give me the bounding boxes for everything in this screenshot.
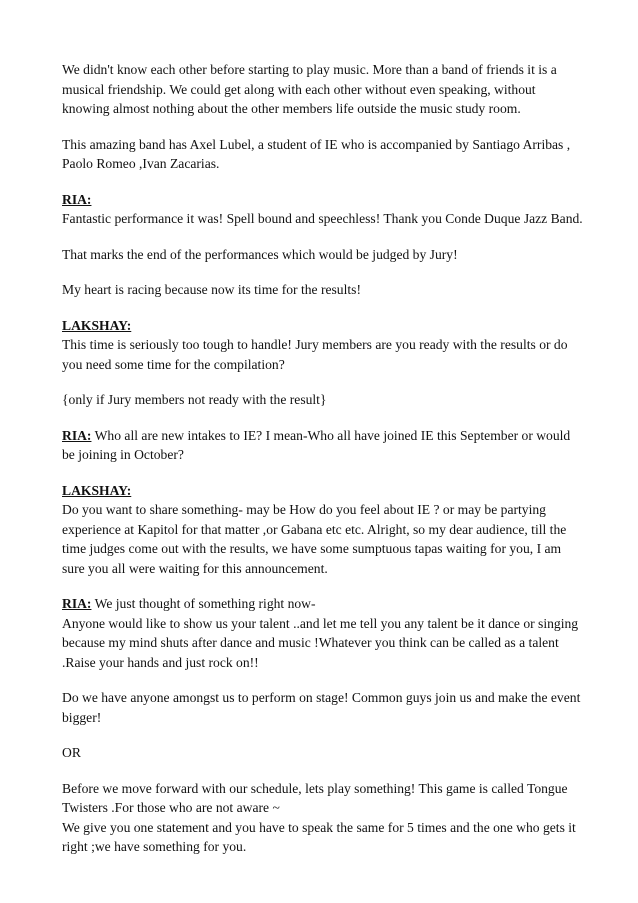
- text-line: My heart is racing because now its time for the results!: [62, 282, 361, 297]
- text-line: because my mind shuts after dance and music !Whatever you think can be called as a talent: [62, 635, 559, 650]
- text-line: Do we have anyone amongst us to perform on stage! Common guys join us and make the event: [62, 690, 581, 705]
- paragraph: [62, 135, 634, 174]
- speaker-label: RIA:: [62, 191, 92, 207]
- text-line: sure you all were waiting for this announcement.: [62, 560, 328, 576]
- inline-speaker-label: RIA:: [62, 427, 92, 443]
- text-line: That marks the end of the performances which would be judged by Jury!: [62, 246, 458, 262]
- speaker-label: LAKSHAY:: [62, 317, 132, 333]
- text-line: knowing almost nothing about the other members life outside the music study room.: [62, 101, 521, 116]
- text-line: Twisters .For those who are not aware ~: [62, 800, 280, 815]
- paragraph: [62, 316, 634, 375]
- paragraph: [62, 743, 634, 763]
- text-line: OR: [62, 745, 81, 760]
- text-line: Fantastic performance it was! Spell bound and speechless! Thank you Conde Duque Jazz Band.: [62, 211, 583, 226]
- paragraph: [62, 594, 634, 672]
- text-line: [62, 426, 634, 446]
- speaker-label: LAKSHAY:: [62, 482, 132, 498]
- text-line: Paolo Romeo ,Ivan Zacarias.: [62, 156, 220, 171]
- text-line: .Raise your hands and just rock on!!: [62, 654, 259, 670]
- text-line: musical friendship. We could get along with each other without even speaking, without: [62, 81, 536, 97]
- paragraph: [62, 190, 634, 229]
- paragraph: [62, 426, 634, 465]
- text-line: Anyone would like to show us your talent ..and let me tell you any talent be it dance or singing: [62, 615, 579, 631]
- inline-text: Who all are new intakes to IE? I mean-Who all have joined IE this September or would: [91, 427, 571, 443]
- text-line: you need some time for the compilation?: [62, 356, 285, 372]
- text-line: bigger!: [62, 709, 102, 725]
- paragraph: [62, 688, 634, 727]
- document-page: [62, 60, 634, 873]
- text-line: Before we move forward with our schedule, lets play something! This game is called Tongue: [62, 780, 568, 796]
- text-line: Do you want to share something- may be How do you feel about IE ? or may be partying: [62, 502, 546, 517]
- text-line: be joining in October?: [62, 447, 184, 462]
- paragraph: [62, 245, 634, 265]
- inline-speaker-label: RIA:: [62, 596, 92, 611]
- paragraph: [62, 60, 634, 119]
- paragraph: [62, 779, 634, 857]
- text-line: This time is seriously too tough to handle! Jury members are you ready with the results or do: [62, 337, 568, 352]
- text-line: experience at Kapitol for that matter ,or Gabana etc etc. Alright, so my dear audience, till the: [62, 521, 567, 537]
- inline-text: We just thought of something right now-: [91, 596, 316, 611]
- text-line: [62, 594, 634, 614]
- text-line: {only if Jury members not ready with the result}: [62, 392, 327, 407]
- text-line: We didn't know each other before starting to play music. More than a band of friends it is a: [62, 62, 557, 77]
- text-line: right ;we have something for you.: [62, 839, 247, 854]
- paragraph: [62, 481, 634, 579]
- paragraph: [62, 390, 634, 410]
- text-line: We give you one statement and you have to speak the same for 5 times and the one who gets it: [62, 819, 576, 835]
- text-line: time judges come out with the results, we have some sumptuous tapas waiting for you, I am: [62, 541, 562, 556]
- text-line: This amazing band has Axel Lubel, a student of IE who is accompanied by Santiago Arribas ,: [62, 136, 571, 152]
- paragraph: [62, 280, 634, 300]
